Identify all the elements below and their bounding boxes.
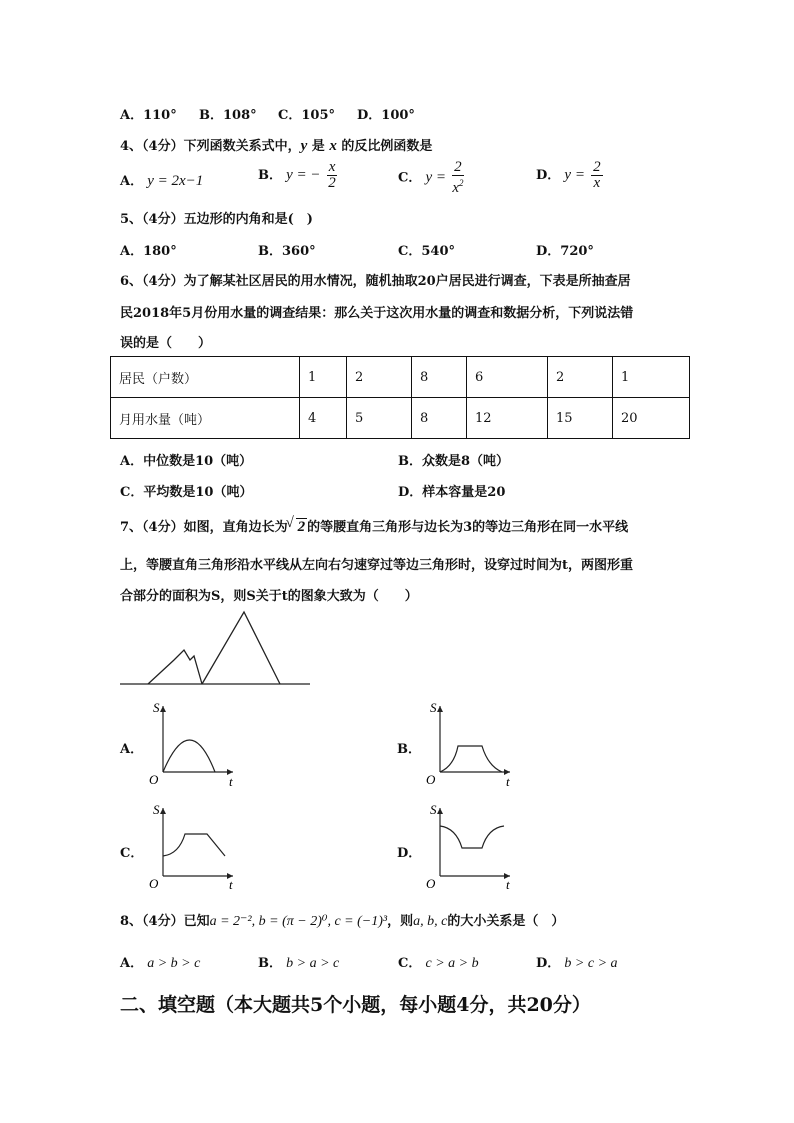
q8-vars: a, b, c [413, 914, 448, 929]
table-cell: 8 [412, 398, 467, 439]
q7-line-3: 合部分的面积为S，则S关于t的图象大致为（ ） [120, 589, 418, 604]
q4-option-b-num: x [328, 159, 336, 175]
table-cell: 1 [300, 357, 347, 398]
q8-option-b-label: B． [258, 956, 282, 971]
y-axis-label: S [153, 700, 160, 715]
q7-graph-d [422, 800, 517, 892]
q7-option-d-label: D． [397, 846, 422, 861]
q8-option-b-expr: b > a > c [286, 956, 340, 971]
q8-option-a [120, 952, 200, 972]
q4-option-b-lhs: y = − [286, 167, 321, 183]
q6-data-table [110, 356, 690, 439]
q8-stem-mid: ，则 [387, 914, 414, 929]
table-cell: 月用水量（吨） [111, 398, 300, 439]
q4-option-d-lhs: y = [564, 167, 585, 183]
q5-option-c: C．540° [398, 244, 455, 259]
q8-option-b [258, 952, 339, 972]
q8-option-d [536, 952, 618, 972]
table-row [111, 398, 690, 439]
x-axis-label: t [506, 774, 510, 789]
q8-option-a-label: A． [120, 956, 144, 971]
q4-option-d [536, 160, 605, 191]
q6-option-a: A．中位数是10（吨） [120, 454, 253, 469]
origin-label: O [149, 772, 159, 787]
q3-option-c: C．105° [278, 108, 335, 123]
q6-option-b: B．众数是8（吨） [398, 454, 510, 469]
q6-option-c: C．平均数是10（吨） [120, 485, 253, 500]
q8-option-c [398, 952, 479, 972]
q7-line-1 [120, 516, 628, 536]
q7-option-b-label: B． [397, 742, 421, 757]
table-cell: 20 [613, 398, 690, 439]
table-cell: 12 [467, 398, 548, 439]
x-axis-label: t [229, 877, 233, 892]
q4-var-x: x [329, 138, 337, 154]
q4-var-y: y [300, 138, 308, 154]
q4-option-b-label: B． [258, 168, 282, 183]
q4-stem-mid: 是 [307, 139, 330, 154]
q4-option-d-num: 2 [593, 159, 601, 175]
q4-option-b [258, 160, 339, 191]
q8-option-c-expr: c > a > b [425, 956, 479, 971]
q4-option-c-den-exp: 2 [459, 178, 464, 188]
origin-label: O [426, 772, 436, 787]
table-cell: 居民（户数） [111, 357, 300, 398]
q4-option-c-num: 2 [454, 159, 462, 175]
q6-line-3: 误的是（ ） [120, 336, 212, 351]
origin-label: O [426, 876, 436, 891]
table-cell: 1 [613, 357, 690, 398]
q8-option-d-label: D． [536, 956, 561, 971]
q8-stem-post: 的大小关系是（ ） [447, 914, 565, 929]
q4-option-c-den-base: x [452, 180, 459, 196]
q4-option-a [120, 170, 203, 190]
q8-option-a-expr: a > b > c [147, 956, 201, 971]
q4-stem-suffix: 的反比例函数是 [336, 139, 433, 154]
q7-graph-c [145, 800, 240, 892]
q7-sqrt-value: √ 2 [296, 518, 308, 536]
q6-option-d: D．样本容量是20 [398, 485, 506, 500]
q5-stem: 5、（4分）五边形的内角和是( ) [120, 212, 313, 227]
origin-label: O [149, 876, 159, 891]
table-cell: 2 [548, 357, 613, 398]
q4-stem-prefix: 4、（4分）下列函数关系式中， [120, 139, 301, 154]
q6-line-1: 6、（4分）为了解某社区居民的用水情况，随机抽取20户居民进行调查，下表是所抽查居 [120, 274, 631, 289]
table-cell: 8 [412, 357, 467, 398]
section-2-heading: 二、填空题（本大题共5个小题，每小题4分，共20分） [120, 994, 591, 1016]
y-axis-label: S [430, 802, 437, 817]
q8-option-c-label: C． [398, 956, 422, 971]
q4-option-b-den: 2 [328, 175, 336, 191]
q4-option-a-expr: y = 2x−1 [147, 173, 204, 189]
q8-stem-pre: 8、（4分）已知 [120, 914, 210, 929]
q4-stem [120, 135, 432, 155]
y-axis-label: S [430, 700, 437, 715]
q4-option-d-den: x [593, 175, 601, 191]
q7-graph-b [422, 698, 517, 790]
table-cell: 15 [548, 398, 613, 439]
q8-stem [120, 910, 564, 930]
q3-option-a: A．110° [120, 108, 177, 123]
table-cell: 6 [467, 357, 548, 398]
q8-given-expr: a = 2⁻², b = (π − 2)⁰, c = (−1)³ [209, 914, 388, 929]
table-cell: 4 [300, 398, 347, 439]
q5-option-a: A．180° [120, 244, 177, 259]
table-cell: 5 [347, 398, 412, 439]
x-axis-label: t [506, 877, 510, 892]
table-row [111, 357, 690, 398]
q5-option-b: B．360° [258, 244, 316, 259]
q4-option-d-label: D． [536, 168, 561, 183]
q3-option-b: B．108° [199, 108, 257, 123]
q4-option-c [398, 160, 466, 196]
q7-triangles-figure [118, 608, 313, 688]
q5-option-d: D．720° [536, 244, 594, 259]
q4-option-c-label: C． [398, 170, 422, 186]
q7-line-1-post: 的等腰直角三角形与边长为3的等边三角形在同一水平线 [307, 520, 629, 535]
x-axis-label: t [229, 774, 233, 789]
q3-option-d: D．100° [357, 108, 415, 123]
y-axis-label: S [153, 802, 160, 817]
q7-option-a-label: A． [120, 742, 144, 757]
q7-graph-a [145, 698, 240, 790]
q4-option-a-label: A． [120, 174, 144, 189]
q6-line-2: 民2018年5月份用水量的调查结果：那么关于这次用水量的调查和数据分析，下列说法错 [120, 306, 634, 321]
q4-option-c-lhs: y = [425, 169, 447, 186]
table-cell: 2 [347, 357, 412, 398]
q7-line-2: 上，等腰直角三角形沿水平线从左向右匀速穿过等边三角形时，设穿过时间为t，两图形重 [120, 558, 634, 573]
q7-option-c-label: C． [120, 846, 144, 861]
q8-option-d-expr: b > c > a [564, 956, 618, 971]
q7-line-1-pre: 7、（4分）如图，直角边长为 [120, 520, 288, 535]
